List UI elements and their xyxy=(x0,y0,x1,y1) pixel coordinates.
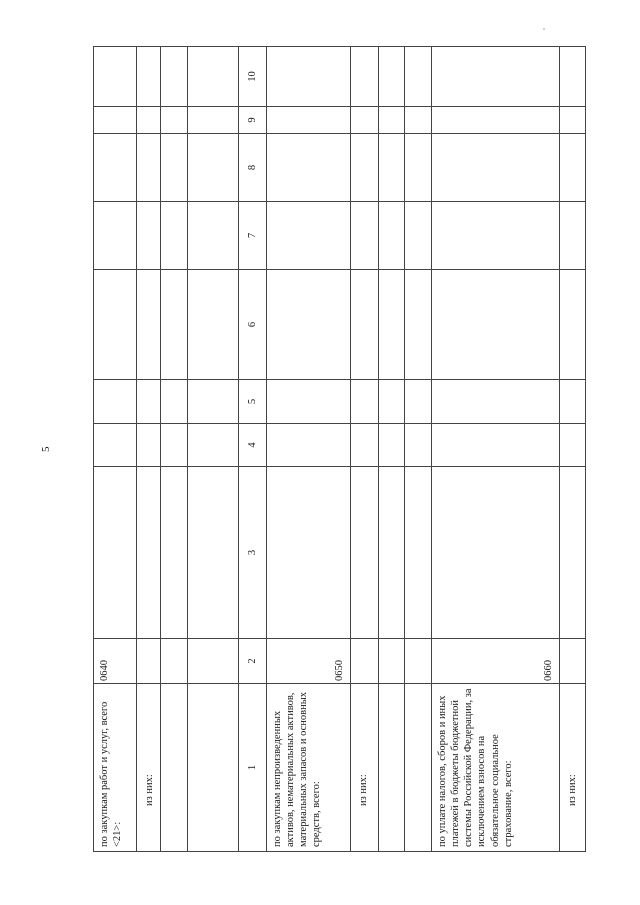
value-cell xyxy=(405,107,432,134)
row-name-cell: по закупкам работ и услуг, всего <21>: xyxy=(94,684,137,852)
value-cell xyxy=(560,47,586,107)
value-cell xyxy=(405,424,432,467)
value-cell xyxy=(161,467,188,639)
table-row xyxy=(351,47,379,852)
page-number: 5 xyxy=(40,446,52,452)
value-cell xyxy=(267,107,351,134)
table-row xyxy=(432,47,560,852)
value-cell xyxy=(188,380,239,424)
plan-table xyxy=(93,46,586,852)
value-cell xyxy=(188,47,239,107)
value-cell xyxy=(432,202,560,270)
value-cell xyxy=(94,424,137,467)
value-cell xyxy=(379,467,405,639)
rotated-table-container xyxy=(93,47,585,852)
value-cell xyxy=(351,107,379,134)
column-number: 8 xyxy=(239,134,267,202)
value-cell xyxy=(137,467,161,639)
value-cell xyxy=(432,134,560,202)
value-cell xyxy=(560,202,586,270)
value-cell xyxy=(379,380,405,424)
value-cell xyxy=(432,380,560,424)
value-cell xyxy=(161,270,188,380)
table-row xyxy=(379,47,405,852)
value-cell xyxy=(432,47,560,107)
value-cell xyxy=(137,47,161,107)
row-code-cell xyxy=(560,639,586,684)
value-cell xyxy=(405,467,432,639)
row-code-cell xyxy=(379,639,405,684)
row-name-cell: по закупкам непроизведенных активов, нематериальных активов, материальных запасов и основных средств, всего: xyxy=(267,684,351,852)
value-cell xyxy=(351,467,379,639)
value-cell xyxy=(432,270,560,380)
table-row xyxy=(560,47,586,852)
value-cell xyxy=(137,134,161,202)
value-cell xyxy=(94,202,137,270)
row-code-cell: 0640 xyxy=(94,639,137,684)
row-code-cell: 0650 xyxy=(267,639,351,684)
value-cell xyxy=(267,380,351,424)
column-number: 4 xyxy=(239,424,267,467)
value-cell xyxy=(267,47,351,107)
value-cell xyxy=(432,107,560,134)
value-cell xyxy=(560,380,586,424)
row-code-cell xyxy=(137,639,161,684)
row-name-cell: по уплате налогов, сборов и иных платежей в бюджеты бюджетной системы Российской Федерации, за исключением взносов на обязательное социальное страхование, всего: xyxy=(432,684,560,852)
value-cell xyxy=(560,467,586,639)
value-cell xyxy=(405,47,432,107)
column-number: 3 xyxy=(239,467,267,639)
value-cell xyxy=(188,270,239,380)
value-cell xyxy=(161,380,188,424)
value-cell xyxy=(94,47,137,107)
value-cell xyxy=(94,270,137,380)
row-name-cell xyxy=(188,684,239,852)
column-number: 10 xyxy=(239,47,267,107)
column-number-row xyxy=(239,47,267,852)
value-cell xyxy=(137,380,161,424)
row-name-cell xyxy=(161,684,188,852)
row-name-cell xyxy=(405,684,432,852)
value-cell xyxy=(188,202,239,270)
value-cell xyxy=(94,134,137,202)
value-cell xyxy=(405,202,432,270)
value-cell xyxy=(267,270,351,380)
value-cell xyxy=(137,424,161,467)
column-number: 1 xyxy=(239,684,267,852)
scan-mark xyxy=(543,28,545,30)
column-number: 6 xyxy=(239,270,267,380)
value-cell xyxy=(267,202,351,270)
value-cell xyxy=(161,47,188,107)
value-cell xyxy=(432,424,560,467)
row-code-cell: 0660 xyxy=(432,639,560,684)
table-row xyxy=(188,47,239,852)
row-code-cell xyxy=(351,639,379,684)
value-cell xyxy=(379,424,405,467)
row-name-cell: из них: xyxy=(560,684,586,852)
value-cell xyxy=(379,202,405,270)
column-number: 9 xyxy=(239,107,267,134)
table-row xyxy=(137,47,161,852)
value-cell xyxy=(161,202,188,270)
value-cell xyxy=(267,467,351,639)
table-row xyxy=(267,47,351,852)
value-cell xyxy=(351,134,379,202)
value-cell xyxy=(94,467,137,639)
value-cell xyxy=(188,107,239,134)
row-code-cell xyxy=(161,639,188,684)
value-cell xyxy=(379,270,405,380)
value-cell xyxy=(161,107,188,134)
value-cell xyxy=(379,134,405,202)
value-cell xyxy=(267,424,351,467)
column-number: 2 xyxy=(239,639,267,684)
row-name-cell: из них: xyxy=(351,684,379,852)
value-cell xyxy=(137,270,161,380)
value-cell xyxy=(351,380,379,424)
value-cell xyxy=(137,107,161,134)
value-cell xyxy=(351,424,379,467)
value-cell xyxy=(267,134,351,202)
value-cell xyxy=(560,134,586,202)
row-code-cell xyxy=(188,639,239,684)
value-cell xyxy=(161,424,188,467)
value-cell xyxy=(560,107,586,134)
column-number: 7 xyxy=(239,202,267,270)
value-cell xyxy=(137,202,161,270)
value-cell xyxy=(161,134,188,202)
row-name-cell xyxy=(379,684,405,852)
value-cell xyxy=(94,107,137,134)
value-cell xyxy=(188,467,239,639)
column-number: 5 xyxy=(239,380,267,424)
value-cell xyxy=(560,270,586,380)
value-cell xyxy=(351,270,379,380)
value-cell xyxy=(94,380,137,424)
value-cell xyxy=(560,424,586,467)
value-cell xyxy=(188,424,239,467)
value-cell xyxy=(405,270,432,380)
value-cell xyxy=(351,47,379,107)
row-code-cell xyxy=(405,639,432,684)
value-cell xyxy=(379,107,405,134)
value-cell xyxy=(188,134,239,202)
table-row xyxy=(161,47,188,852)
value-cell xyxy=(432,467,560,639)
row-name-cell: из них: xyxy=(137,684,161,852)
value-cell xyxy=(351,202,379,270)
table-row xyxy=(405,47,432,852)
value-cell xyxy=(405,380,432,424)
value-cell xyxy=(405,134,432,202)
value-cell xyxy=(379,47,405,107)
table-row xyxy=(94,47,137,852)
